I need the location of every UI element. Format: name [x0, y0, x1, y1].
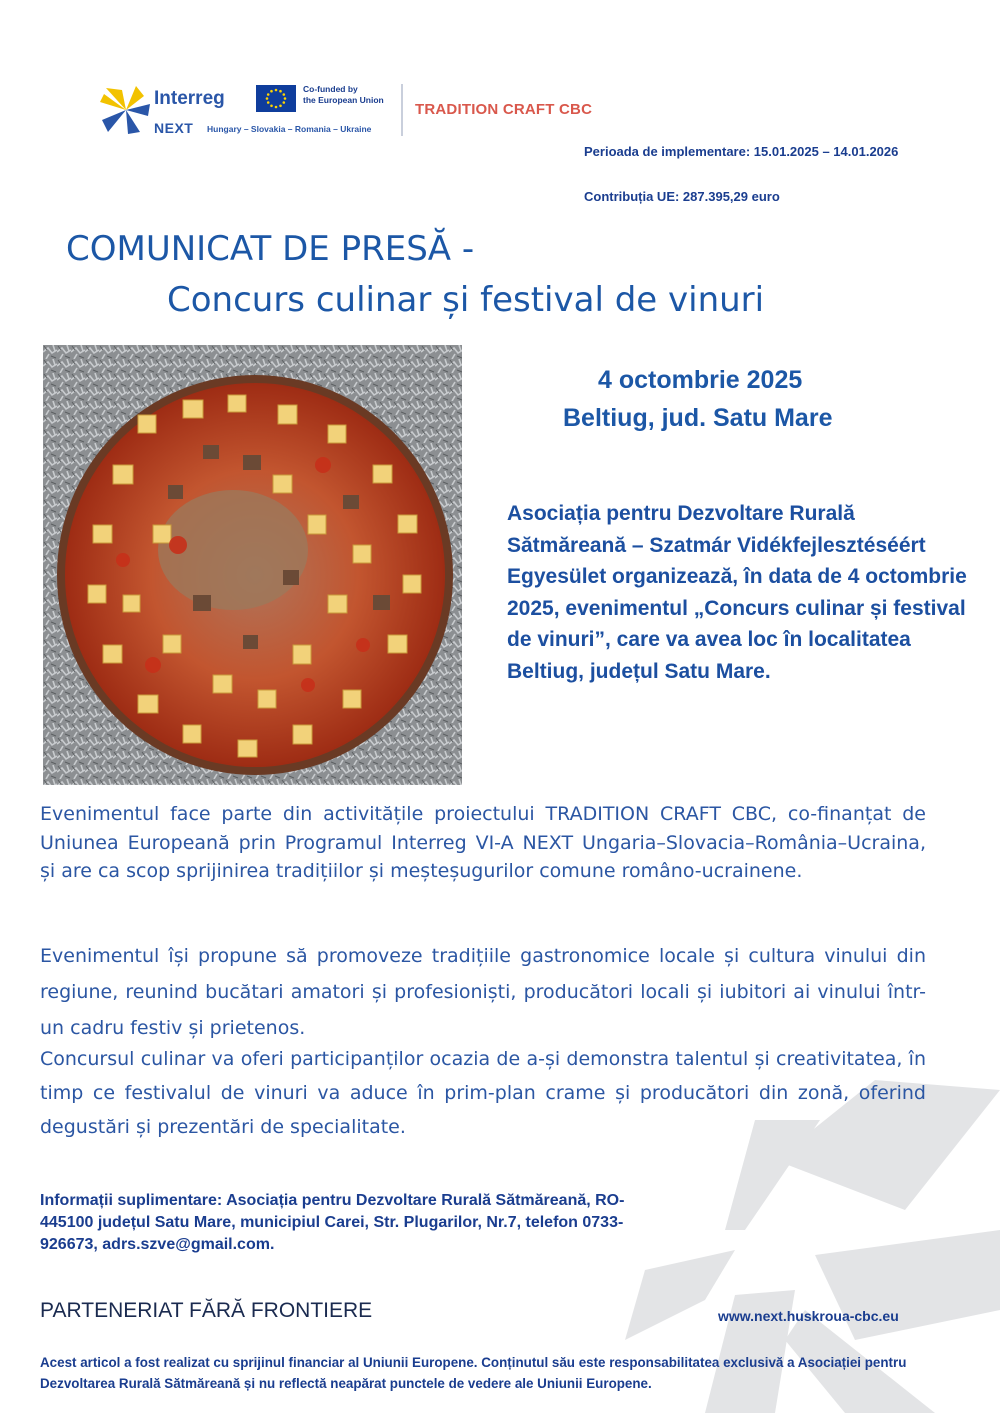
footer-slogan-part1: PARTENERIAT — [40, 1299, 184, 1322]
website-link[interactable]: www.next.huskroua-cbc.eu — [718, 1308, 899, 1324]
eu-cofund-label — [303, 84, 403, 106]
event-date: 4 octombrie 2025 — [598, 366, 803, 394]
page-title-line1: COMUNICAT DE PRESĂ - — [66, 229, 475, 269]
eu-flag-icon — [256, 85, 296, 112]
interreg-logo-text: Interreg — [154, 88, 225, 109]
lead-paragraph: Asociația pentru Dezvoltare Rurală Sătmăreană – Szatmár Vidékfejlesztéséért Egyesület organizează, în data de 4 octombrie 2025, evenimentul „Concurs culinar și festival de vinuri”, care va avea loc în localitatea Beltiug, județul Satu Mare. — [507, 502, 967, 683]
next-logo-text: NEXT — [154, 120, 194, 136]
footer-slogan-part2: FĂRĂ FRONTIERE — [189, 1299, 373, 1322]
event-location: Beltiug, jud. Satu Mare — [563, 404, 833, 432]
contact-info: Informații suplimentare: Asociația pentru Dezvoltare Rurală Sătmăreană, RO-445100 județul Satu Mare, municipiul Carei, Str. Plugarilor, Nr.7, telefon 0733-926673, adrs.szve@gmail.com. — [40, 1192, 625, 1253]
stew-cauldron-photo — [43, 345, 462, 785]
eu-contribution: Contribuția UE: 287.395,29 euro — [584, 189, 780, 204]
eu-cofund-line2: the European Union — [303, 95, 384, 105]
body-paragraph-2: Evenimentul își propune să promoveze tradițiile gastronomice locale și cultura vinului din regiune, reunind bucătari amatori și profesioniști, producători locali și iubitori ai vinului într-un cadru festiv și prietenos. — [40, 945, 926, 1039]
footer-slogan — [40, 1299, 372, 1323]
program-countries: Hungary – Slovakia – Romania – Ukraine — [207, 124, 372, 134]
eu-cofund-line1: Co-funded by — [303, 84, 358, 94]
header-divider — [401, 84, 403, 136]
implementation-period: Perioada de implementare: 15.01.2025 – 14.01.2026 — [584, 144, 899, 159]
project-name: TRADITION CRAFT CBC — [415, 101, 593, 118]
page-title-line2: Concurs culinar și festival de vinuri — [167, 280, 765, 320]
body-paragraph-3: Concursul culinar va oferi participanților ocazia de a-și demonstra talentul și creativitatea, în timp ce festivalul de vinuri va aduce în prim-plan crame și producători din zonă, oferind degustări și prezentări de specialitate. — [40, 1048, 926, 1138]
body-paragraph-1: Evenimentul face parte din activitățile proiectului TRADITION CRAFT CBC, co-finanțat de Uniunea Europeană prin Programul Interreg VI-A NEXT Ungaria–Slovacia–România–Ucraina, și are ca scop sprijinirea tradițiilor și meșteșugurilor comune româno-ucrainene. — [40, 803, 926, 882]
eu-disclaimer: Acest articol a fost realizat cu sprijinul financiar al Uniunii Europene. Conținutul său este responsabilitatea exclusivă a Asociației pentru Dezvoltarea Rurală Sătmăreană și nu reflectă neapărat punctele de vedere ale Uniunii Europene. — [40, 1355, 907, 1391]
interreg-logo-icon — [100, 84, 152, 136]
